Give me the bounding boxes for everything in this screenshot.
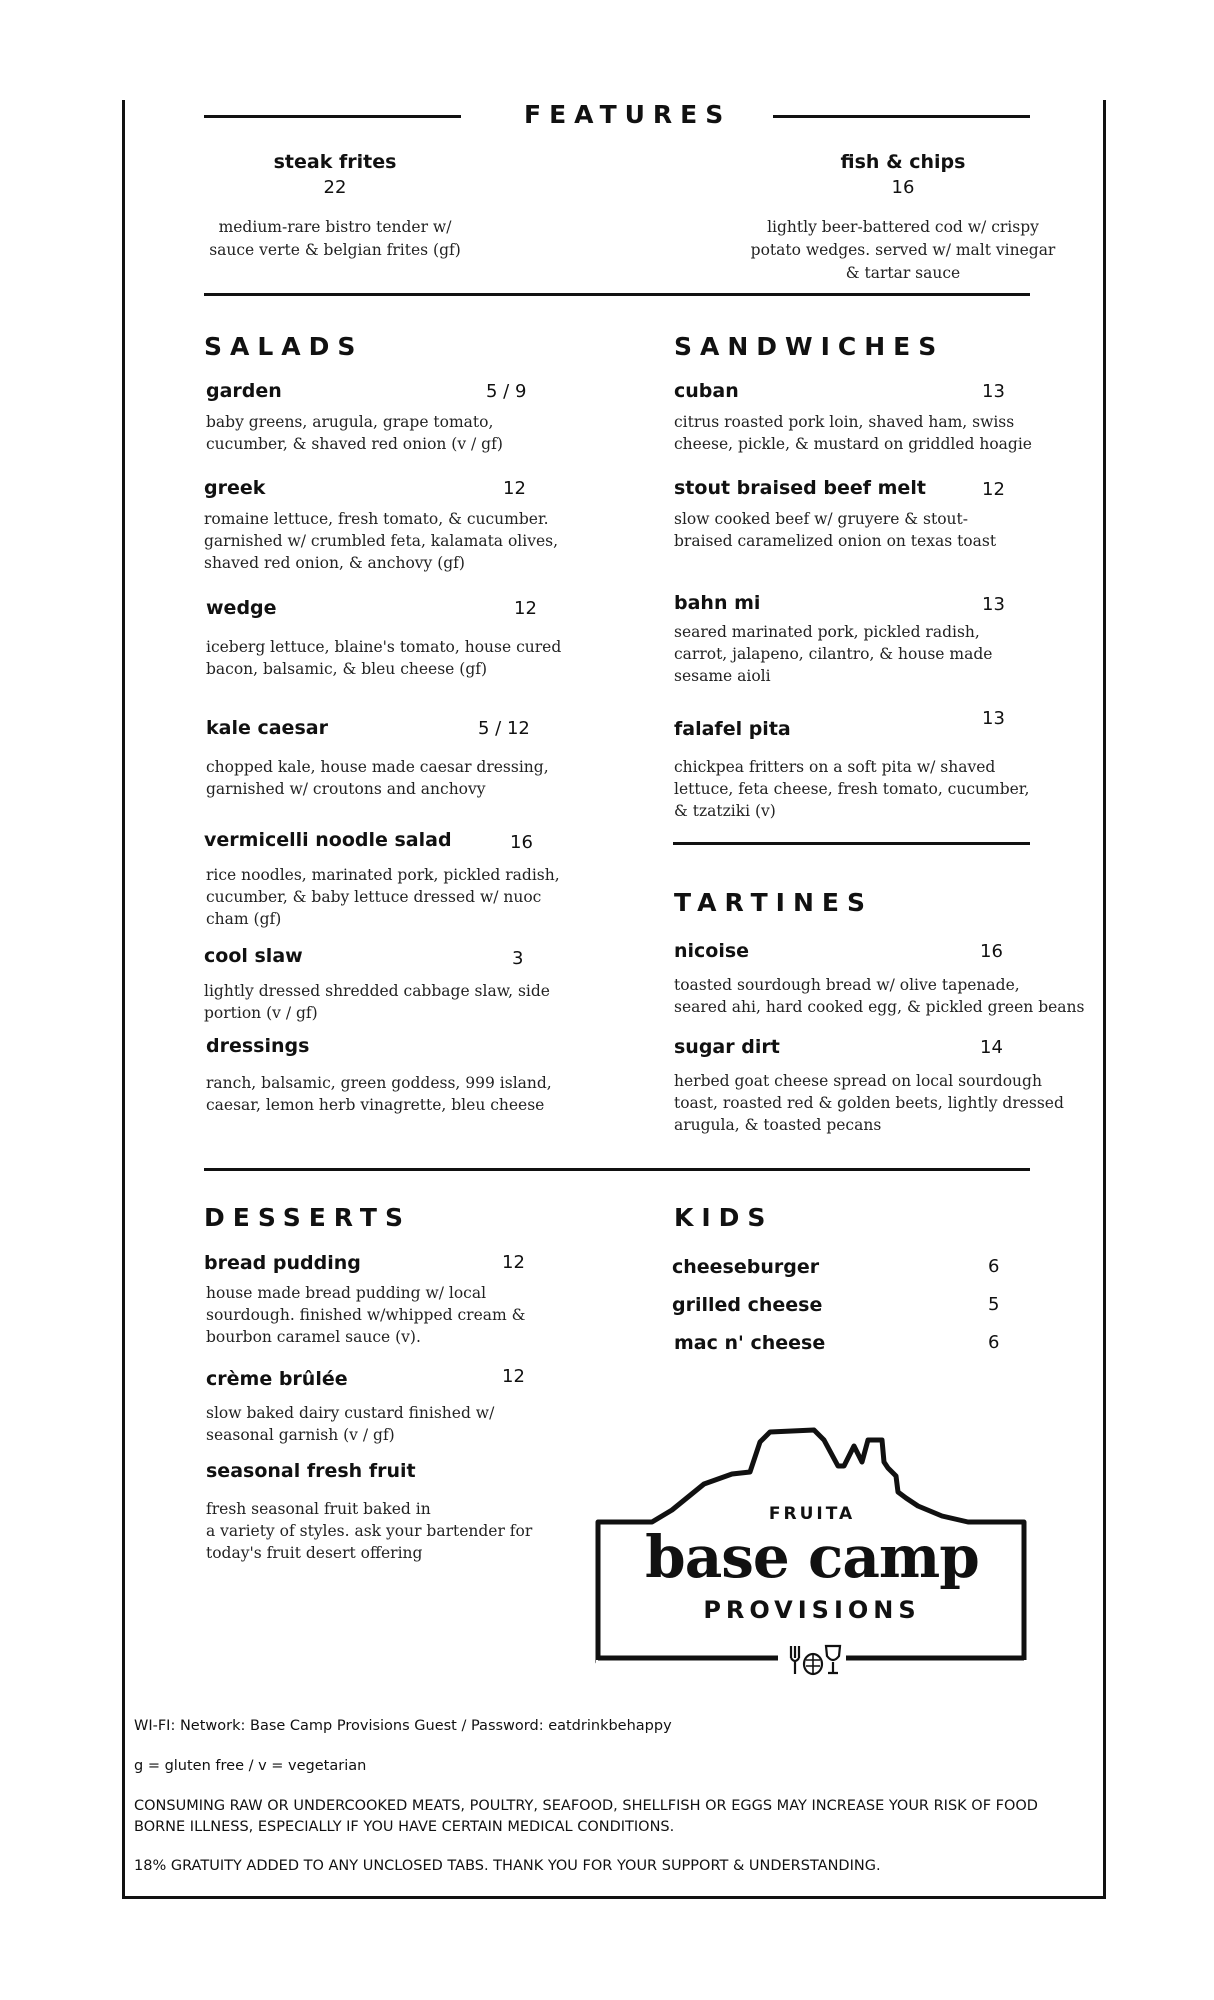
logo-top-text: FRUITA: [768, 1504, 856, 1524]
feature-price: 22: [323, 177, 347, 198]
item-name: bahn mi: [674, 592, 761, 614]
item-name: sugar dirt: [674, 1036, 780, 1058]
item-desc: chopped kale, house made caesar dressing, garnished w/ croutons and anchovy: [206, 758, 549, 798]
item-name: garden: [206, 380, 282, 402]
item-price: 12: [502, 1252, 525, 1273]
item-desc: slow cooked beef w/ gruyere & stout- braised caramelized onion on texas toast: [674, 510, 997, 550]
logo-main-text: base camp: [645, 1523, 979, 1591]
item-name: stout braised beef melt: [674, 477, 926, 499]
item-price: 16: [980, 941, 1003, 962]
item-name: falafel pita: [674, 718, 791, 740]
item-desc: romaine lettuce, fresh tomato, & cucumber. garnished w/ crumbled feta, kalamata olives, shaved red onion, & anchovy (gf): [204, 510, 559, 572]
feature-name: fish & chips: [840, 151, 966, 173]
item-price: 14: [980, 1037, 1003, 1058]
feature-name: steak frites: [273, 151, 397, 173]
item-price: 6: [988, 1332, 1000, 1353]
item-price: 13: [982, 594, 1005, 615]
sandwiches-title: SANDWICHES: [674, 332, 945, 361]
logo-bottom-text: PROVISIONS: [703, 1596, 921, 1624]
fork-icon: [791, 1646, 799, 1674]
item-desc: lightly dressed shredded cabbage slaw, side portion (v / gf): [204, 982, 550, 1022]
feature-desc: lightly beer-battered cod w/ crispy potato wedges. served w/ malt vinegar & tartar sauce: [750, 218, 1056, 282]
item-desc: seared marinated pork, pickled radish, carrot, jalapeno, cilantro, & house made sesame aioli: [674, 623, 993, 685]
tartines-title: TARTINES: [674, 888, 873, 917]
item-name: crème brûlée: [206, 1368, 348, 1390]
item-desc: iceberg lettuce, blaine's tomato, house cured bacon, balsamic, & bleu cheese (gf): [206, 638, 562, 678]
divider: [673, 842, 1030, 845]
item-price: 12: [503, 478, 526, 499]
item-name: dressings: [206, 1035, 310, 1057]
item-desc: house made bread pudding w/ local sourdough. finished w/whipped cream & bourbon caramel sauce (v).: [206, 1284, 526, 1346]
item-name: cuban: [674, 380, 739, 402]
item-name: kale caesar: [206, 717, 328, 739]
item-price: 16: [510, 832, 533, 853]
salads-title: SALADS: [204, 332, 364, 361]
item-desc: toasted sourdough bread w/ olive tapenade, seared ahi, hard cooked egg, & pickled green beans: [674, 976, 1085, 1016]
divider: [204, 1168, 1030, 1171]
kids-title: KIDS: [674, 1203, 774, 1232]
features-title: FEATURES: [524, 100, 732, 129]
item-name: grilled cheese: [672, 1294, 823, 1316]
item-price: 12: [982, 479, 1005, 500]
item-name: mac n' cheese: [674, 1332, 826, 1354]
item-name: greek: [204, 477, 266, 499]
feature-price: 16: [891, 177, 915, 198]
item-name: vermicelli noodle salad: [204, 829, 452, 851]
divider: [204, 293, 1030, 296]
item-desc: slow baked dairy custard finished w/ seasonal garnish (v / gf): [206, 1404, 495, 1444]
desserts-title: DESSERTS: [204, 1203, 411, 1232]
item-name: wedge: [206, 597, 277, 619]
item-price: 3: [512, 948, 524, 969]
item-desc: chickpea fritters on a soft pita w/ shaved lettuce, feta cheese, fresh tomato, cucumber, & tzatziki (v): [674, 758, 1030, 820]
item-name: seasonal fresh fruit: [206, 1460, 416, 1482]
item-name: cheeseburger: [672, 1256, 820, 1278]
item-name: nicoise: [674, 940, 750, 962]
diet-legend: g = gluten free / v = vegetarian: [134, 1758, 367, 1774]
item-price: 13: [982, 381, 1005, 402]
item-name: bread pudding: [204, 1252, 361, 1274]
item-desc: ranch, balsamic, green goddess, 999 island, caesar, lemon herb vinagrette, bleu cheese: [206, 1074, 552, 1114]
wifi-info: WI-FI: Network: Base Camp Provisions Guest / Password: eatdrinkbehappy: [134, 1718, 672, 1734]
item-price: 13: [982, 708, 1005, 729]
item-desc: rice noodles, marinated pork, pickled radish, cucumber, & baby lettuce dressed w/ nuoc cham (gf): [206, 866, 560, 928]
item-desc: fresh seasonal fruit baked in a variety of styles. ask your bartender for today's fruit desert offering: [206, 1500, 533, 1562]
item-price: 5: [988, 1294, 1000, 1315]
base-camp-logo: [592, 1418, 1032, 1678]
divider: [204, 115, 461, 118]
item-price: 12: [514, 598, 537, 619]
item-desc: citrus roasted pork loin, shaved ham, swiss cheese, pickle, & mustard on griddled hoagie: [674, 413, 1032, 453]
item-desc: baby greens, arugula, grape tomato, cucumber, & shaved red onion (v / gf): [206, 413, 503, 453]
item-desc: herbed goat cheese spread on local sourdough toast, roasted red & golden beets, lightly dressed arugula, & toasted pecans: [674, 1072, 1064, 1134]
item-price: 5 / 9: [486, 381, 527, 402]
item-price: 12: [502, 1366, 525, 1387]
feature-desc: medium-rare bistro tender w/ sauce verte & belgian frites (gf): [209, 218, 461, 259]
item-price: 6: [988, 1256, 1000, 1277]
gratuity-notice: 18% GRATUITY ADDED TO ANY UNCLOSED TABS. THANK YOU FOR YOUR SUPPORT & UNDERSTANDING.: [134, 1858, 881, 1874]
item-name: cool slaw: [204, 945, 303, 967]
divider: [773, 115, 1030, 118]
item-price: 5 / 12: [478, 718, 530, 739]
health-warning: CONSUMING RAW OR UNDERCOOKED MEATS, POULTRY, SEAFOOD, SHELLFISH OR EGGS MAY INCREASE YOUR RISK OF FOOD BORNE ILLNESS, ESPECIALLY IF YOU HAVE CERTAIN MEDICAL CONDITIONS.: [134, 1798, 1038, 1835]
